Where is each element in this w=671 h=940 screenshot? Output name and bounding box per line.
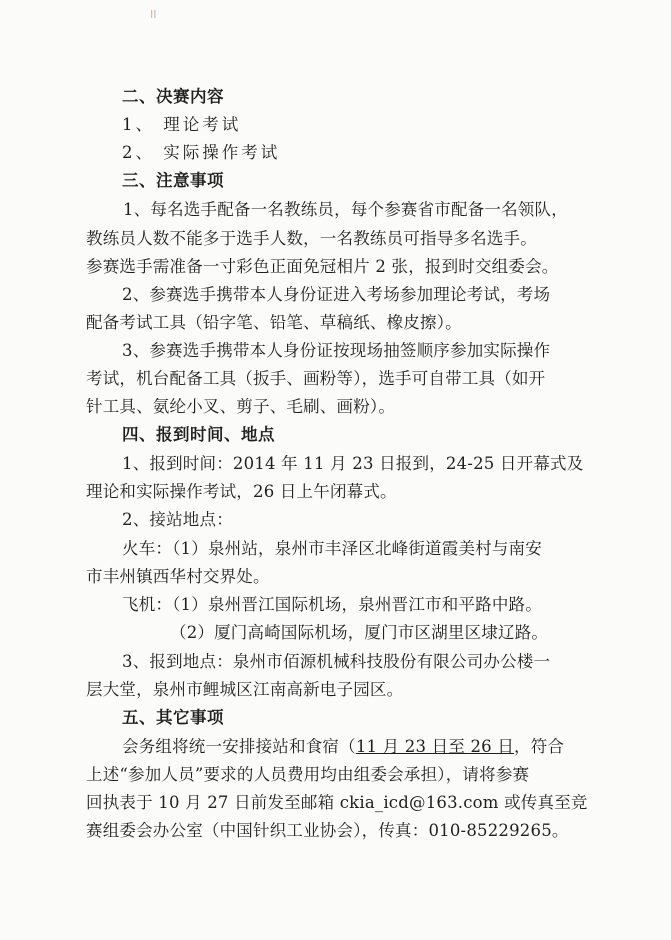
underlined-dates: 11 月 23 日至 26 日 (355, 737, 515, 756)
paragraph-line: 参赛选手需准备一寸彩色正面免冠相片 2 张，报到时交组委会。 (86, 257, 559, 276)
section-heading-competition-content: 二、决赛内容 (122, 87, 224, 106)
paragraph-line: 2、接站地点： (122, 510, 233, 529)
section-heading-registration: 四、报到时间、地点 (122, 425, 275, 444)
text-segment: 会务组将统一安排接站和食宿（ (122, 737, 356, 756)
paragraph-line: 上述“参加人员”要求的人员费用均由组委会承担），请将参赛 (86, 765, 530, 784)
margin-mark: II (150, 8, 157, 21)
paragraph-line: 火车：（1）泉州站，泉州市丰泽区北峰街道霞美村与南安 (122, 539, 542, 558)
paragraph-line: 理论和实际操作考试，26 日上午闭幕式。 (86, 482, 397, 501)
paragraph-line: 配备考试工具（铅字笔、铅笔、草稿纸、橡皮擦）。 (86, 313, 462, 332)
paragraph-line: 3、报到地点：泉州市佰源机械科技股份有限公司办公楼一 (122, 652, 551, 671)
paragraph-line: 教练员人数不能多于选手人数，一名教练员可指导多名选手。 (86, 229, 537, 248)
section-heading-other: 五、其它事项 (122, 708, 224, 727)
paragraph-line: 3、参赛选手携带本人身份证按现场抽签顺序参加实际操作 (122, 341, 551, 360)
paragraph-line: 2、参赛选手携带本人身份证进入考场参加理论考试，考场 (122, 285, 551, 304)
text-segment: ，符合 (514, 737, 565, 756)
paragraph-line: 飞机：（1）泉州晋江国际机场，泉州晋江市和平路中路。 (122, 595, 542, 614)
paragraph-line: 针工具、氨纶小叉、剪子、毛刷、画粉）。 (86, 397, 396, 416)
paragraph-line: 1、报到时间：2014 年 11 月 23 日报到，24-25 日开幕式及 (122, 454, 584, 473)
paragraph-line: 考试，机台配备工具（扳手、画粉等），选手可自带工具（如开 (86, 369, 546, 388)
list-item-practical-exam: 2、 实际操作考试 (122, 143, 281, 162)
paragraph-line: 赛组委会办公室（中国针织工业协会），传真：010-85229265。 (86, 821, 569, 840)
paragraph-line: （2）厦门高崎国际机场，厦门市区湖里区埭辽路。 (170, 623, 549, 642)
section-heading-notes: 三、注意事项 (122, 171, 224, 190)
paragraph-line: 1、每名选手配备一名教练员，每个参赛省市配备一名领队， (123, 200, 568, 219)
paragraph-line: 回执表于 10 月 27 日前发至邮箱 ckia_icd@163.com 或传真至竞 (86, 793, 588, 812)
paragraph-line (122, 736, 564, 758)
paragraph-line: 市丰州镇西华村交界处。 (86, 567, 270, 586)
paragraph-line: 层大堂，泉州市鲤城区江南高新电子园区。 (86, 680, 404, 699)
list-item-theory-exam: 1、 理论考试 (122, 115, 242, 134)
